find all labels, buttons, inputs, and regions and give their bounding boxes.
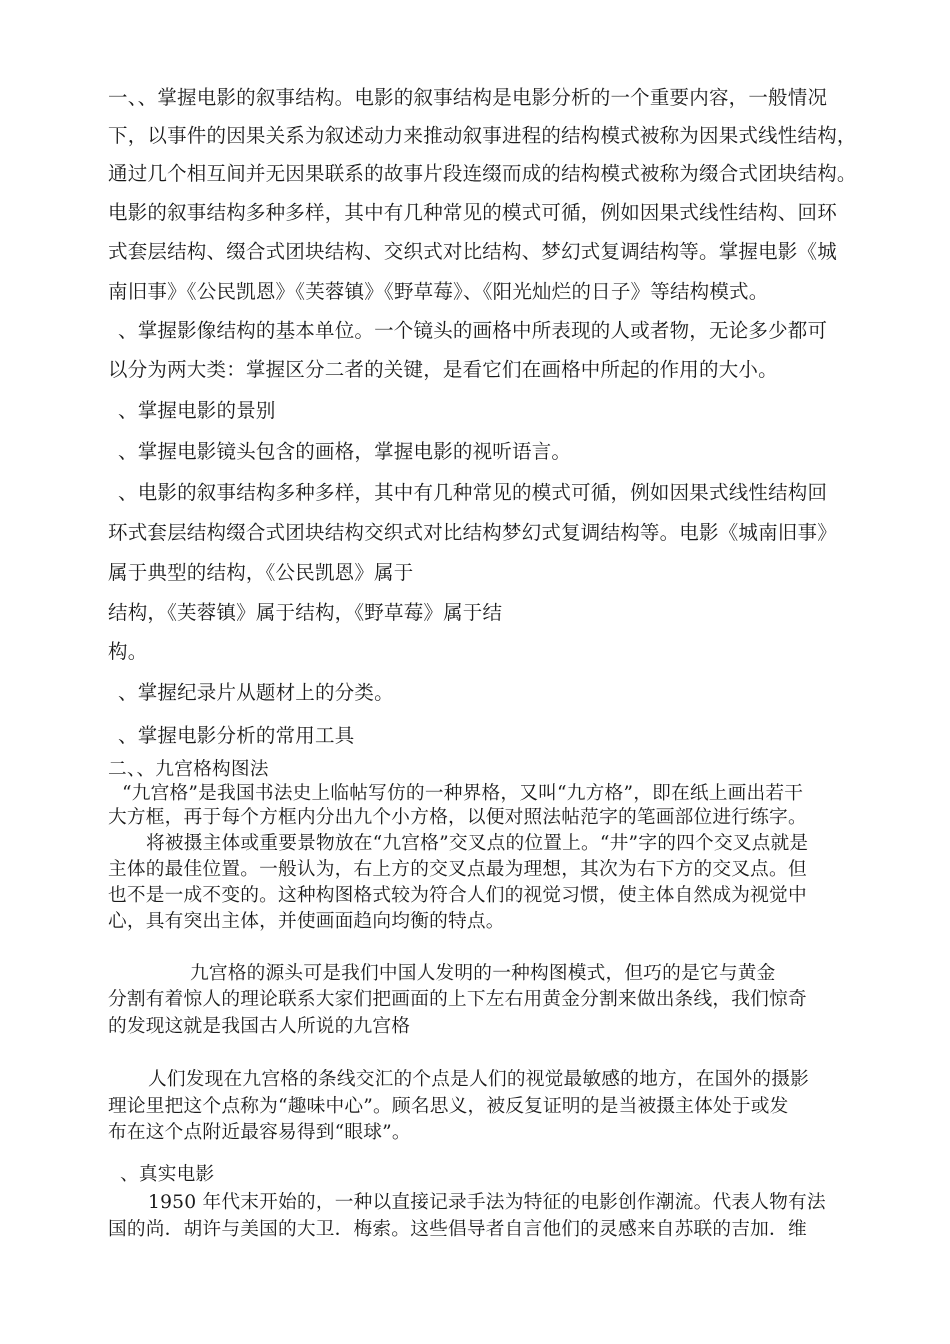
section1-p1-line5: 式套层结构、缀合式团块结构、交织式对比结构、梦幻式复调结构等。掌握电影《城 xyxy=(108,240,837,263)
section2-p3-line3: 的发现这就是我国古人所说的九宫格 xyxy=(108,1016,411,1037)
section2-p2-line2: 主体的最佳位置。一般认为，右上方的交叉点最为理想，其次为右下方的交叉点。但 xyxy=(108,859,807,880)
section1-p2-line2: 以分为两大类：掌握区分二者的关键，是看它们在画格中所起的作用的大小。 xyxy=(108,358,778,381)
section3-p1-line1: 1950 年代末开始的，一种以直接记录手法为特征的电影创作潮流。代表人物有法 xyxy=(148,1192,826,1213)
section2-p2-line4: 心，具有突出主体，并使画面趋向均衡的特点。 xyxy=(108,911,505,932)
section1-p5-line3: 属于典型的结构，《公民凯恩》属于 xyxy=(108,561,414,584)
section1-p3: 、掌握电影的景别 xyxy=(118,399,276,422)
section2-p2-line1: 将被摄主体或重要景物放在“九宫格”交叉点的位置上。“井”字的四个交叉点就是 xyxy=(146,833,809,854)
section2-p1-line1: “九宫格”是我国书法史上临帖写仿的一种界格，又叫“九方格”，即在纸上画出若干 xyxy=(122,783,804,804)
section2-p4-line1: 人们发现在九宫格的条线交汇的个点是人们的视觉最敏感的地方，在国外的摄影 xyxy=(148,1069,810,1090)
section2-p4-line2: 理论里把这个点称为“趣味中心”。顾名思义，被反复证明的是当被摄主体处于或发 xyxy=(108,1096,789,1117)
section3-heading: 、真实电影 xyxy=(120,1164,215,1185)
section1-p5-line2: 环式套层结构缀合式团块结构交织式对比结构梦幻式复调结构等。电影《城南旧事》 xyxy=(108,521,837,544)
section1-p4: 、掌握电影镜头包含的画格，掌握电影的视听语言。 xyxy=(118,440,572,463)
section1-p1-line6: 南旧事》《公民凯恩》《芙蓉镇》《野草莓》、《阳光灿烂的日子》等结构模式。 xyxy=(108,280,769,303)
section2-p3-line2: 分割有着惊人的理论联系大家们把画面的上下左右用黄金分割来做出条线，我们惊奇 xyxy=(108,989,807,1010)
section1-p5-line4: 结构，《芙蓉镇》属于结构，《野草莓》属于结 xyxy=(108,601,503,624)
section1-p6: 、掌握纪录片从题材上的分类。 xyxy=(118,681,394,704)
section1-p1-line1: 一、、掌握电影的叙事结构。电影的叙事结构是电影分析的一个重要内容，一般情况 xyxy=(108,86,828,109)
section2-p4-line3: 布在这个点附近最容易得到“眼球”。 xyxy=(108,1122,411,1143)
section1-p5-line5: 构。 xyxy=(108,640,148,663)
section2-p3-line1: 九宫格的源头可是我们中国人发明的一种构图模式，但巧的是它与黄金 xyxy=(190,963,776,984)
section3-p1-line2: 国的尚．胡许与美国的大卫．梅索。这些倡导者自言他们的灵感来自苏联的吉加．维 xyxy=(108,1219,807,1240)
section2-p2-line3: 也不是一成不变的。这种构图格式较为符合人们的视觉习惯，使主体自然成为视觉中 xyxy=(108,885,807,906)
section1-p7: 、掌握电影分析的常用工具 xyxy=(118,724,355,747)
section1-p5-line1: 、电影的叙事结构多种多样，其中有几种常见的模式可循，例如因果式线性结构回 xyxy=(118,481,828,504)
section1-p1-line3: 通过几个相互间并无因果联系的故事片段连缀而成的结构模式被称为缀合式团块结构。 xyxy=(108,162,857,185)
section2-p1-line2: 大方框，再于每个方框内分出九个小方格，以便对照法帖范字的笔画部位进行练字。 xyxy=(108,807,807,828)
section2-heading: 二、、九宫格构图法 xyxy=(108,759,269,780)
section1-p1-line2: 下，以事件的因果关系为叙述动力来推动叙事进程的结构模式被称为因果式线性结构， xyxy=(108,124,857,147)
section1-p2-line1: 、掌握影像结构的基本单位。一个镜头的画格中所表现的人或者物，无论多少都可 xyxy=(118,319,828,342)
section1-p1-line4: 电影的叙事结构多种多样，其中有几种常见的模式可循，例如因果式线性结构、回环 xyxy=(108,201,837,224)
